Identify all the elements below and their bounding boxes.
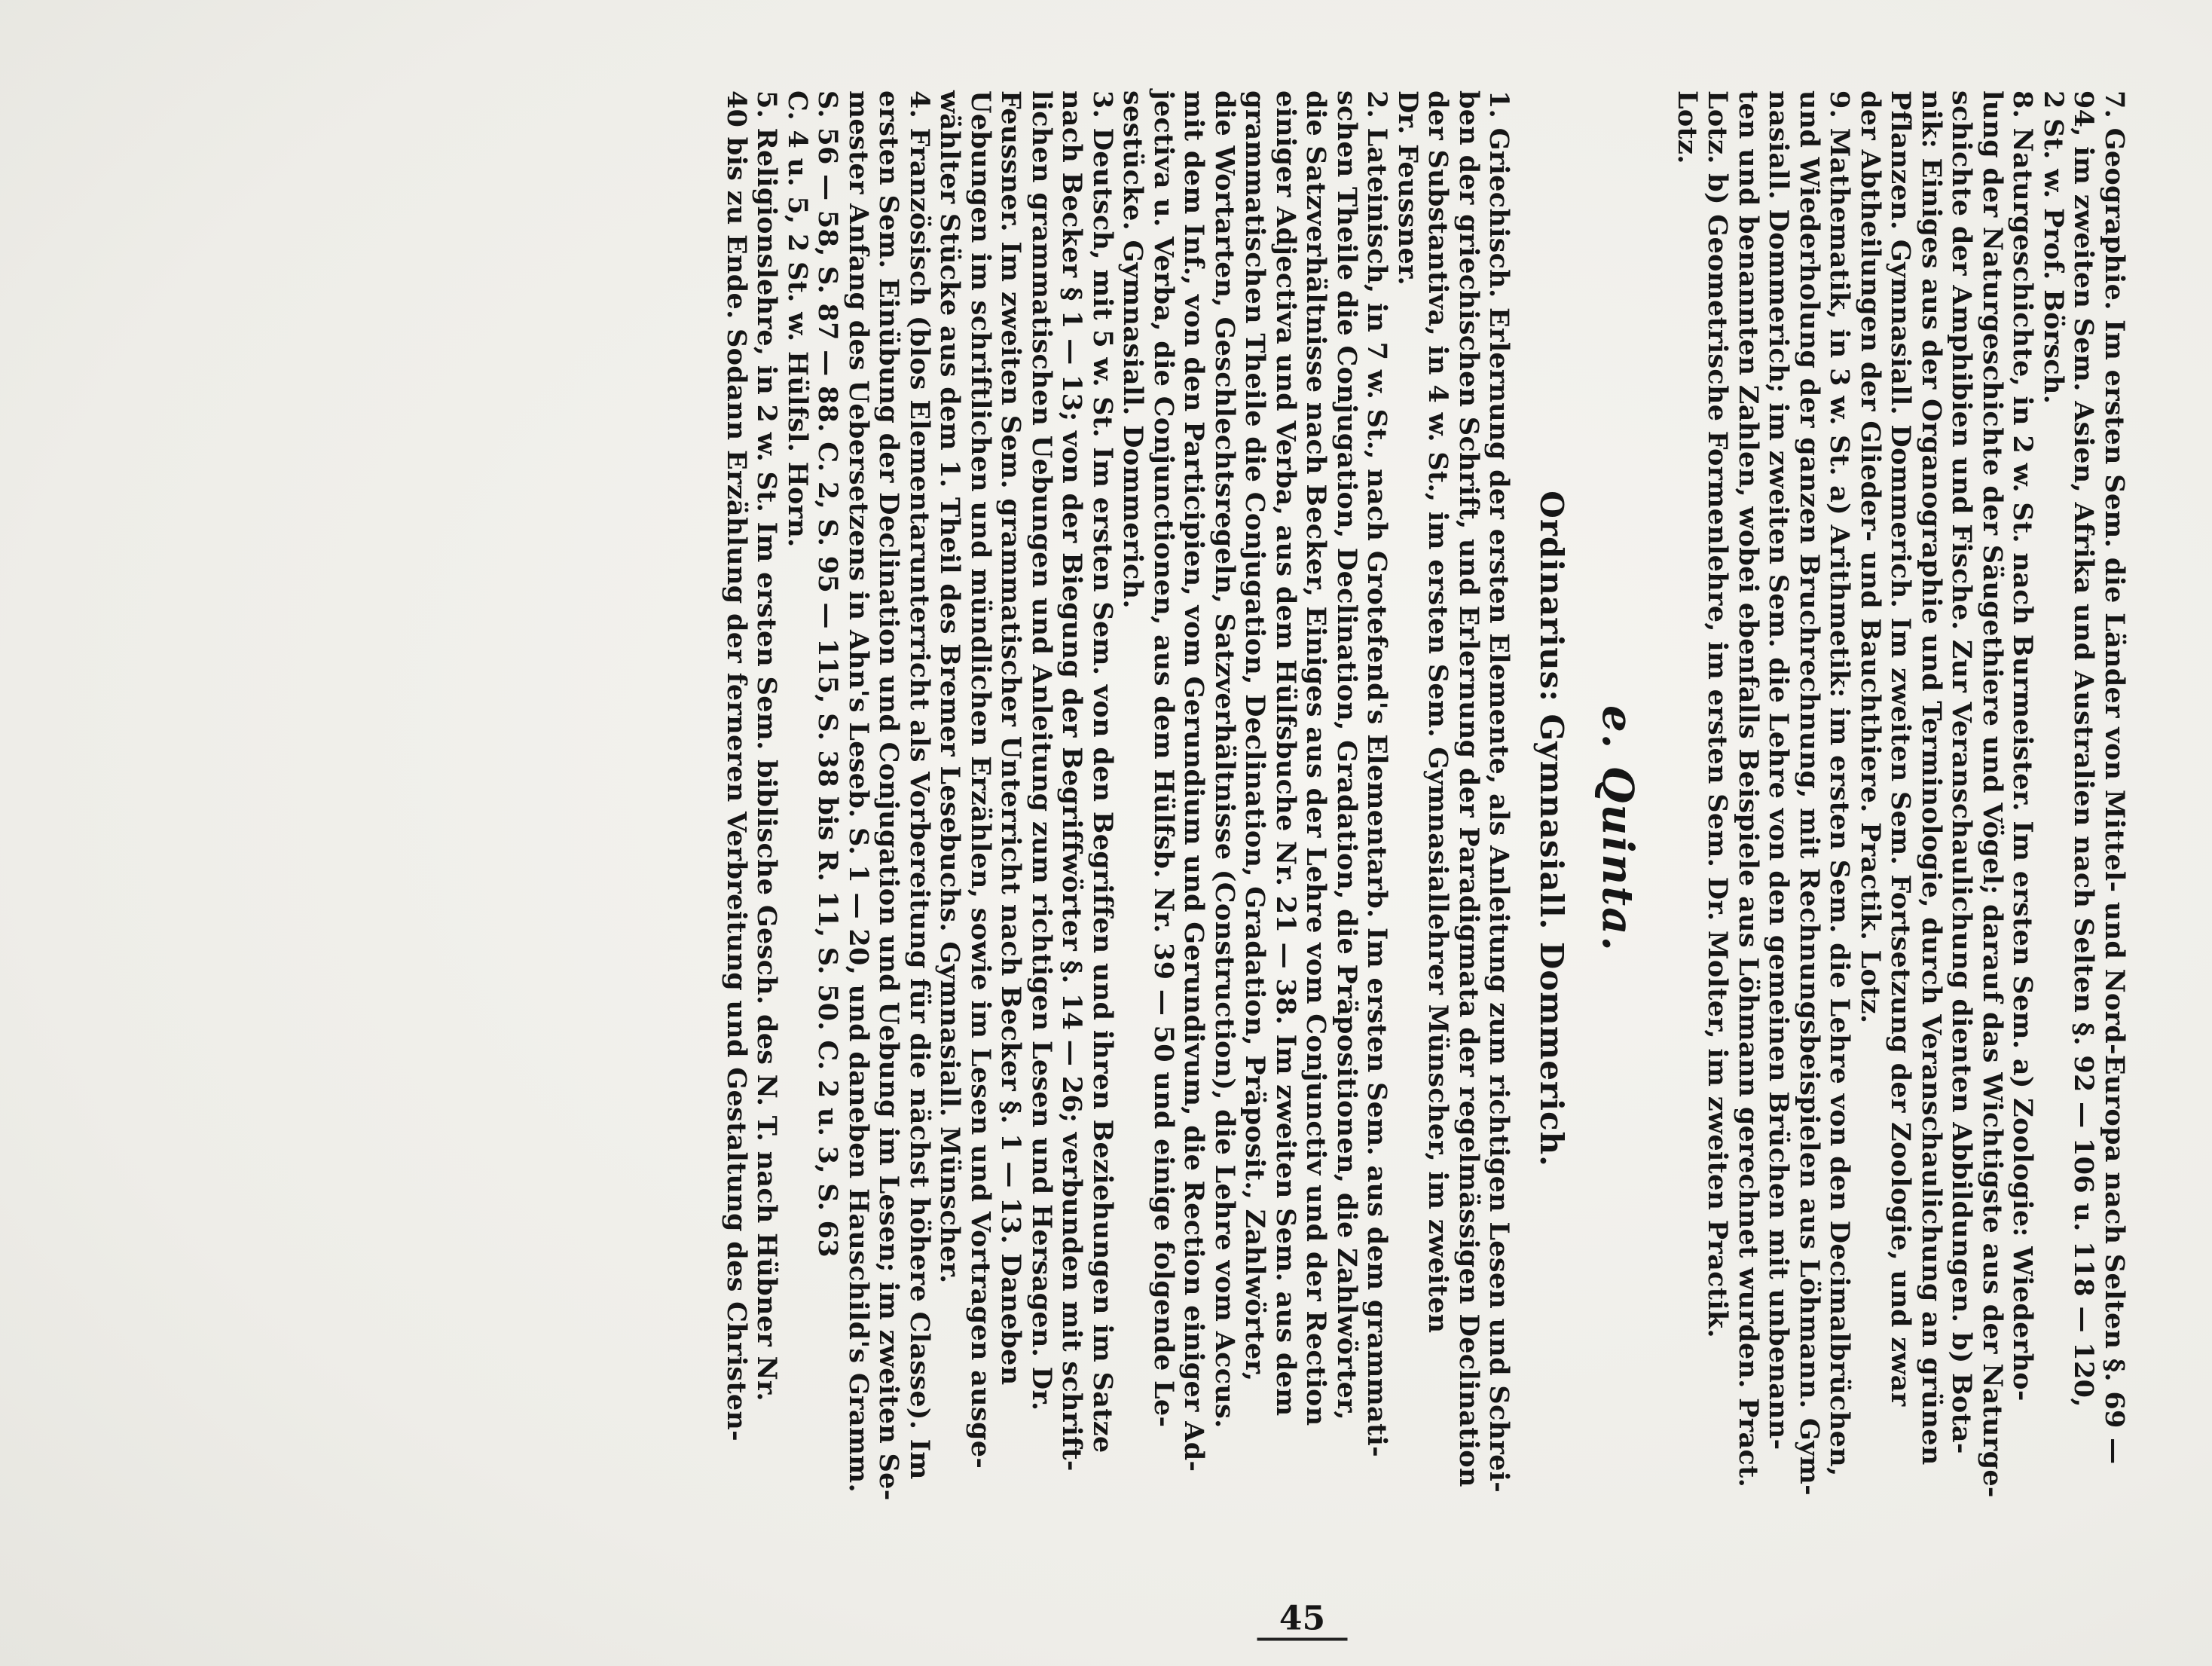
entry-line: nach Becker § 1 — 13; von der Biegung der Begriffwörter §. 14 — 26; verbunden mit schrift- <box>1056 90 1088 1472</box>
subject-entry <box>782 90 935 1567</box>
entry-line: S. 56 — 58, S. 87 — 88. C. 2, S. 95 — 115, S. 38 bis R. 11, S. 50. C. 2 u. 3, S. 63 <box>812 90 844 1258</box>
entry-text: Lateinisch, in 7 w. St., nach Grotefend's Elementarb. Im ersten Sem. aus dem grammati- <box>1361 118 1393 1457</box>
entry-line <box>751 90 783 1567</box>
entry-text: Französisch (blos Elementarunterricht als Vorbereitung für die nächst höhere Classe). Im <box>904 118 935 1480</box>
subject-entry <box>1672 90 1855 1567</box>
page-number-holder: 45 <box>1257 1600 1348 1641</box>
entry-number: 4. <box>904 90 935 119</box>
subject-entry <box>934 90 1117 1567</box>
entry-number: 2. <box>1361 90 1393 119</box>
entry-text: Geographie. Im ersten Sem. die Länder von Mittel- und Nord-Europa nach Selten §. 69 — <box>2099 118 2130 1465</box>
entry-number: 1. <box>1483 90 1515 119</box>
entry-line: der Substantiva, in 4 w. St., im ersten Sem. Gymnasiallehrer Münscher, im zweiten <box>1422 90 1454 1334</box>
entry-line: einiger Adjectiva und Verba, aus dem Hülfsbuche Nr. 21 — 38. Im zweiten Sem. aus dem <box>1270 90 1301 1417</box>
entry-line: nik: Einiges aus der Organographie und Terminologie, durch Veranschaulichung an grünen <box>1916 90 1947 1466</box>
entry-line: schichte der Amphibien und Fische. Zur Veranschaulichung dienten Abbildungen. b) Bota- <box>1946 90 1978 1454</box>
entry-line: 40 bis zu Ende. Sodann Erzählung der ferneren Verbreitung und Gestaltung des Christen- <box>721 90 752 1441</box>
entry-line: grammatischen Theile die Conjugation, Declination, Gradation, Präposit., Zahlwörter, <box>1239 90 1271 1382</box>
entry-line: die Satzverhältnisse nach Becker, Einiges aus der Lehre vom Conjunctiv und der Rection <box>1300 90 1332 1426</box>
entry-line: Lotz. <box>1672 90 1703 164</box>
entry-line: Uebungen im schriftlichen und mündlichen Erzählen, sowie im Lesen und Vortragen ausge- <box>965 90 996 1469</box>
entry-line <box>904 90 935 1567</box>
entry-number: 8. <box>2007 90 2039 119</box>
entry-text: Mathematik, in 3 w. St. a) Arithmetik: im ersten Sem. die Lehre von den Decimalbrüchen, <box>1824 118 1856 1477</box>
entry-line: der Abtheilungen der Glieder- und Bauchthiere. Practik. Lotz. <box>1855 90 1886 1024</box>
entry-line <box>1087 90 1118 1567</box>
section-heading: e. Quinta. <box>1593 705 1643 952</box>
continued-subject-list <box>1672 90 2130 1567</box>
entry-text: Naturgeschichte, in 2 w. St. nach Burmeister. Im ersten Sem. a) Zoologie: Wiederho- <box>2007 118 2039 1402</box>
entry-line <box>2007 90 2039 1567</box>
quinta-subject-list <box>721 90 1514 1567</box>
entry-line: ten und benannten Zahlen, wobei ebenfalls Beispiele aus Löhmann gerechnet wurden. Pract. <box>1733 90 1764 1488</box>
entry-line: lichen grammatischen Uebungen und Anleitung zum richtigen Lesen und Hersagen. Dr. <box>1026 90 1057 1411</box>
entry-number: 9. <box>1824 90 1856 119</box>
subject-entry <box>721 90 782 1567</box>
entry-line <box>2099 90 2130 1567</box>
entry-line: Lotz. b) Geometrische Formenlehre, im ersten Sem. Dr. Molter, im zweiten Practik. <box>1702 90 1734 1338</box>
subject-entry <box>2038 90 2130 1567</box>
entry-line: mester Anfang des Uebersetzens in Ahn's Leseb. S. 1 — 20, und daneben Hauschild's Gramm. <box>843 90 874 1493</box>
entry-line: ben der griechischen Schrift, und Erlernung der Paradigmata der regelmässigen Declination <box>1453 90 1484 1487</box>
entry-line: lung der Naturgeschichte der Säugethiere und Vögel; darauf das Wichtigste aus der Naturge- <box>1977 90 2008 1498</box>
section-ordinarius: Ordinarius: Gymnasiall. Dommerich. <box>1533 491 1571 1167</box>
entry-line: schen Theile die Conjugation, Declination, Gradation, die Präpositionen, die Zahlwörter, <box>1331 90 1362 1420</box>
entry-number: 3. <box>1087 90 1118 119</box>
entry-text: Deutsch, mit 5 w. St. Im ersten Sem. von den Begriffen und ihren Beziehungen im Satze <box>1087 118 1118 1454</box>
entry-text: Religionslehre, in 2 w. St. Im ersten Sem. biblische Gesch. des N. T. nach Hübner Nr. <box>751 118 783 1402</box>
entry-line: und Wiederholung der ganzen Bruchrechnung, mit Rechnungsbeispielen aus Löhmann. Gym- <box>1794 90 1825 1496</box>
entry-line: nasiall. Dommerich; im zweiten Sem. die Lehre von den gemeinen Brüchen mit unbenann- <box>1763 90 1795 1450</box>
entry-line: Dr. Feussner. <box>1392 90 1423 286</box>
entry-number: 7. <box>2099 90 2130 119</box>
entry-line <box>1361 90 1393 1567</box>
entry-line: Feussner. Im zweiten Sem. grammatischer Unterricht nach Becker §. 1 — 13. Daneben <box>995 90 1027 1386</box>
entry-line <box>1483 90 1515 1567</box>
entry-line: jectiva u. Verba, die Conjunctionen, aus dem Hülfsb. Nr. 39 — 50 und einige folgende Le- <box>1148 90 1179 1428</box>
entry-line: ersten Sem. Einübung der Declination und Conjugation und Uebung im Lesen; im zweiten Se- <box>873 90 905 1501</box>
entry-line: 94, im zweiten Sem. Asien, Afrika und Australien nach Selten §. 92 — 106 u. 118 — 120, <box>2068 90 2100 1408</box>
subject-entry <box>1392 90 1514 1567</box>
entry-number: 5. <box>751 90 783 119</box>
entry-text: Griechisch. Erlernung der ersten Elemente, als Anleitung zum richtigen Lesen und Schrei- <box>1483 118 1515 1493</box>
entry-line: die Wortarten, Geschlechtsregeln, Satzverhältnisse (Construction), die Lehre vom Accus. <box>1209 90 1240 1429</box>
entry-line: sestücke. Gymnasiall. Dommerich. <box>1117 90 1149 609</box>
entry-line: 2 St. w. Prof. Börsch. <box>2038 90 2069 405</box>
entry-line <box>1824 90 1856 1567</box>
subject-entry <box>1855 90 2038 1567</box>
entry-line: C. 4 u. 5, 2 St. w. Hülfsl. Horn. <box>782 90 813 548</box>
subject-entry <box>1117 90 1392 1567</box>
entry-line: mit dem Inf., von den Participien, vom Gerundium und Gerundivum, die Rection einiger Ad- <box>1178 90 1210 1472</box>
page-content <box>721 90 2130 1567</box>
entry-line: Pflanzen. Gymnasiall. Dommerich. Im zweiten Sem. Fortsetzung der Zoologie, und zwar <box>1885 90 1917 1407</box>
entry-line: wählter Stücke aus dem 1. Theil des Bremer Lesebuchs. Gymnasiall. Münscher. <box>934 90 966 1284</box>
